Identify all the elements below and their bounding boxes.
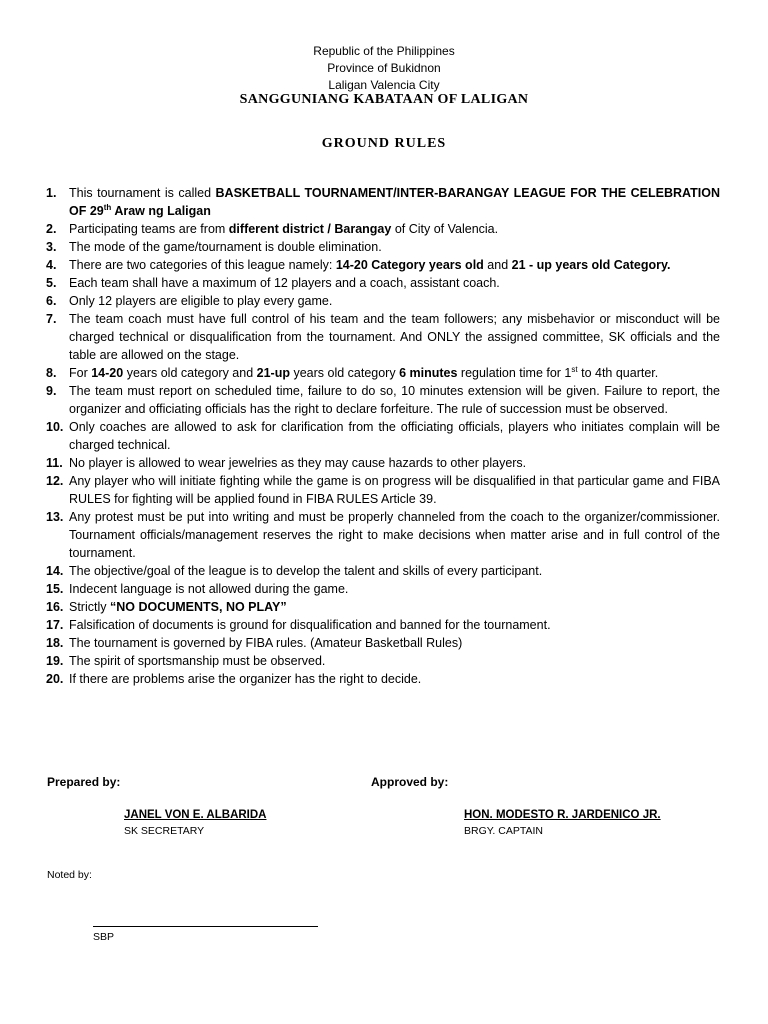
rule-item [46,562,720,580]
rule-text [69,672,421,686]
rule-text [69,240,382,254]
rule-item [46,454,720,472]
rule-text [69,510,720,560]
rule-number: 15. [46,582,64,596]
rule-number: 19. [46,654,64,668]
rule-number: 12. [46,474,64,488]
rule-item [46,220,720,238]
rule-item [46,616,720,634]
rule-text-segment: th [103,202,112,212]
prepared-by-name: JANEL VON E. ALBARIDA [124,809,267,821]
rule-text-segment: For [69,366,92,380]
document-title: GROUND RULES [321,136,447,151]
rule-text-segment: 6 minutes [399,366,458,380]
prepared-by-position: SK SECRETARY [124,825,205,837]
rule-number: 11. [46,456,63,470]
rule-text-segment: The mode of the game/tournament is double elimination. [69,240,382,254]
header-organization: SANGGUNIANG KABATAAN OF LALIGAN [239,92,529,107]
rules-list [46,184,720,688]
rule-text-segment: The spirit of sportsmanship must be observed. [69,654,326,668]
approved-by-label: Approved by: [371,775,449,789]
rule-number: 6. [46,294,57,308]
rule-number: 9. [46,384,57,398]
rule-text-segment: Participating teams are from [69,222,229,236]
rule-text-segment: Araw ng Laligan [111,204,211,218]
rule-item [46,508,720,562]
rule-text-segment: different district / Barangay [228,222,392,236]
rule-text-segment: The objective/goal of the league is to develop the talent and skills of every participant. [69,564,543,578]
rule-number: 16. [46,600,64,614]
rule-text [69,258,670,272]
rule-text-segment: Any protest must be put into writing and must be properly channeled from the coach to the organizer/commissioner. Tournament officials/management reserves the right to make decisions when matter arise and in full control of the tournament. [69,510,720,560]
rule-text [69,582,348,596]
rule-text-segment: There are two categories of this league namely: [69,258,336,272]
rule-text [69,222,498,236]
rule-number: 4. [46,258,57,272]
rule-text-segment: Any player who will initiate fighting while the game is on progress will be disqualified in that particular game and FIBA RULES for fighting will be applied found in FIBA RULES Article 39. [69,474,720,506]
rule-item [46,310,720,364]
rule-number: 2. [46,222,57,236]
rule-text [69,312,720,362]
rule-number: 8. [46,366,57,380]
rule-item [46,274,720,292]
rule-text [69,564,542,578]
rule-number: 17. [46,618,64,632]
rule-item [46,670,720,688]
rule-text-segment: of City of Valencia. [391,222,499,236]
rule-text-segment: No player is allowed to wear jewelries as they may cause hazards to other players. [69,456,527,470]
rule-number: 1. [46,186,57,200]
rule-text-segment: The team coach must have full control of his team and the team followers; any misbehavior or misconduct will be charged technical or disqualification from the tournament. And ONLY the assigned committee, SK officials and the table are allowed on the stage. [69,312,720,362]
rule-number: 3. [46,240,57,254]
rule-text-segment: 14-20 Category years old [335,258,484,272]
rule-text [69,294,332,308]
rule-item [46,580,720,598]
rule-number: 13. [46,510,64,524]
noted-by-label: Noted by: [47,869,92,881]
rule-item [46,472,720,508]
rule-text-segment: regulation time for 1 [457,366,572,380]
rule-text-segment: The tournament is governed by FIBA rules. (Amateur Basketball Rules) [69,636,463,650]
rule-text-segment: BASKETBALL TOURNAMENT/INTER-BARANGAY LEAGUE FOR THE CELEBRATION OF 29 [69,186,720,218]
rule-item [46,652,720,670]
header-city: Laligan Valencia City [328,78,440,92]
rule-text-segment: Only coaches are allowed to ask for clarification from the officiating officials, players who initiates complain will be charged technical. [69,420,720,452]
rule-item [46,292,720,310]
rule-text-segment: “NO DOCUMENTS, NO PLAY” [109,600,287,614]
rule-item [46,184,720,220]
rule-text-segment: to 4th quarter. [577,366,659,380]
rule-text [69,384,720,416]
rule-text-segment: years old category and [123,366,257,380]
rule-text-segment: 21 - up years old Category. [511,258,671,272]
rule-number: 7. [46,312,57,326]
rule-text-segment: If there are problems arise the organizer has the right to decide. [69,672,422,686]
rule-text [69,474,720,506]
rule-number: 10. [46,420,64,434]
rule-item [46,382,720,418]
rule-number: 5. [46,276,57,290]
signature-line [93,926,318,927]
rule-text [69,636,462,650]
rule-text [69,618,551,632]
rule-item [46,418,720,454]
rule-text-segment: The team must report on scheduled time, failure to do so, 10 minutes extension will be given. Failure to report, the organizer and officiating officials has the right to declare forfeiture. The rule of succession must be observed. [69,384,720,416]
header-province: Province of Bukidnon [327,61,441,75]
rule-text-segment: 14-20 [91,366,124,380]
rule-text [69,600,287,614]
rule-item [46,364,720,382]
rule-text-segment: 21-up [256,366,290,380]
rule-text-segment: Only 12 players are eligible to play every game. [69,294,333,308]
approved-by-name: HON. MODESTO R. JARDENICO JR. [464,809,661,821]
rule-text [69,366,658,380]
approved-by-position: BRGY. CAPTAIN [464,825,543,837]
rule-text-segment: and [483,258,512,272]
rule-text [69,186,720,218]
rule-number: 18. [46,636,64,650]
rule-text [69,654,325,668]
rule-item [46,238,720,256]
rule-text-segment: This tournament is called [69,186,216,200]
rule-text-segment: st [571,364,578,374]
rule-item [46,256,720,274]
rule-text [69,420,720,452]
rule-text-segment: Indecent language is not allowed during the game. [69,582,349,596]
rule-text-segment: Strictly [69,600,110,614]
rule-text-segment: Each team shall have a maximum of 12 players and a coach, assistant coach. [69,276,500,290]
noted-by-position: SBP [93,931,115,943]
rule-number: 14. [46,564,64,578]
prepared-by-label: Prepared by: [47,775,121,789]
rule-text [69,456,526,470]
header-country: Republic of the Philippines [313,44,455,58]
rule-number: 20. [46,672,64,686]
rule-text-segment: years old category [289,366,400,380]
rule-text [69,276,500,290]
rule-text-segment: Falsification of documents is ground for disqualification and banned for the tournament. [69,618,551,632]
rule-item [46,634,720,652]
rule-item [46,598,720,616]
